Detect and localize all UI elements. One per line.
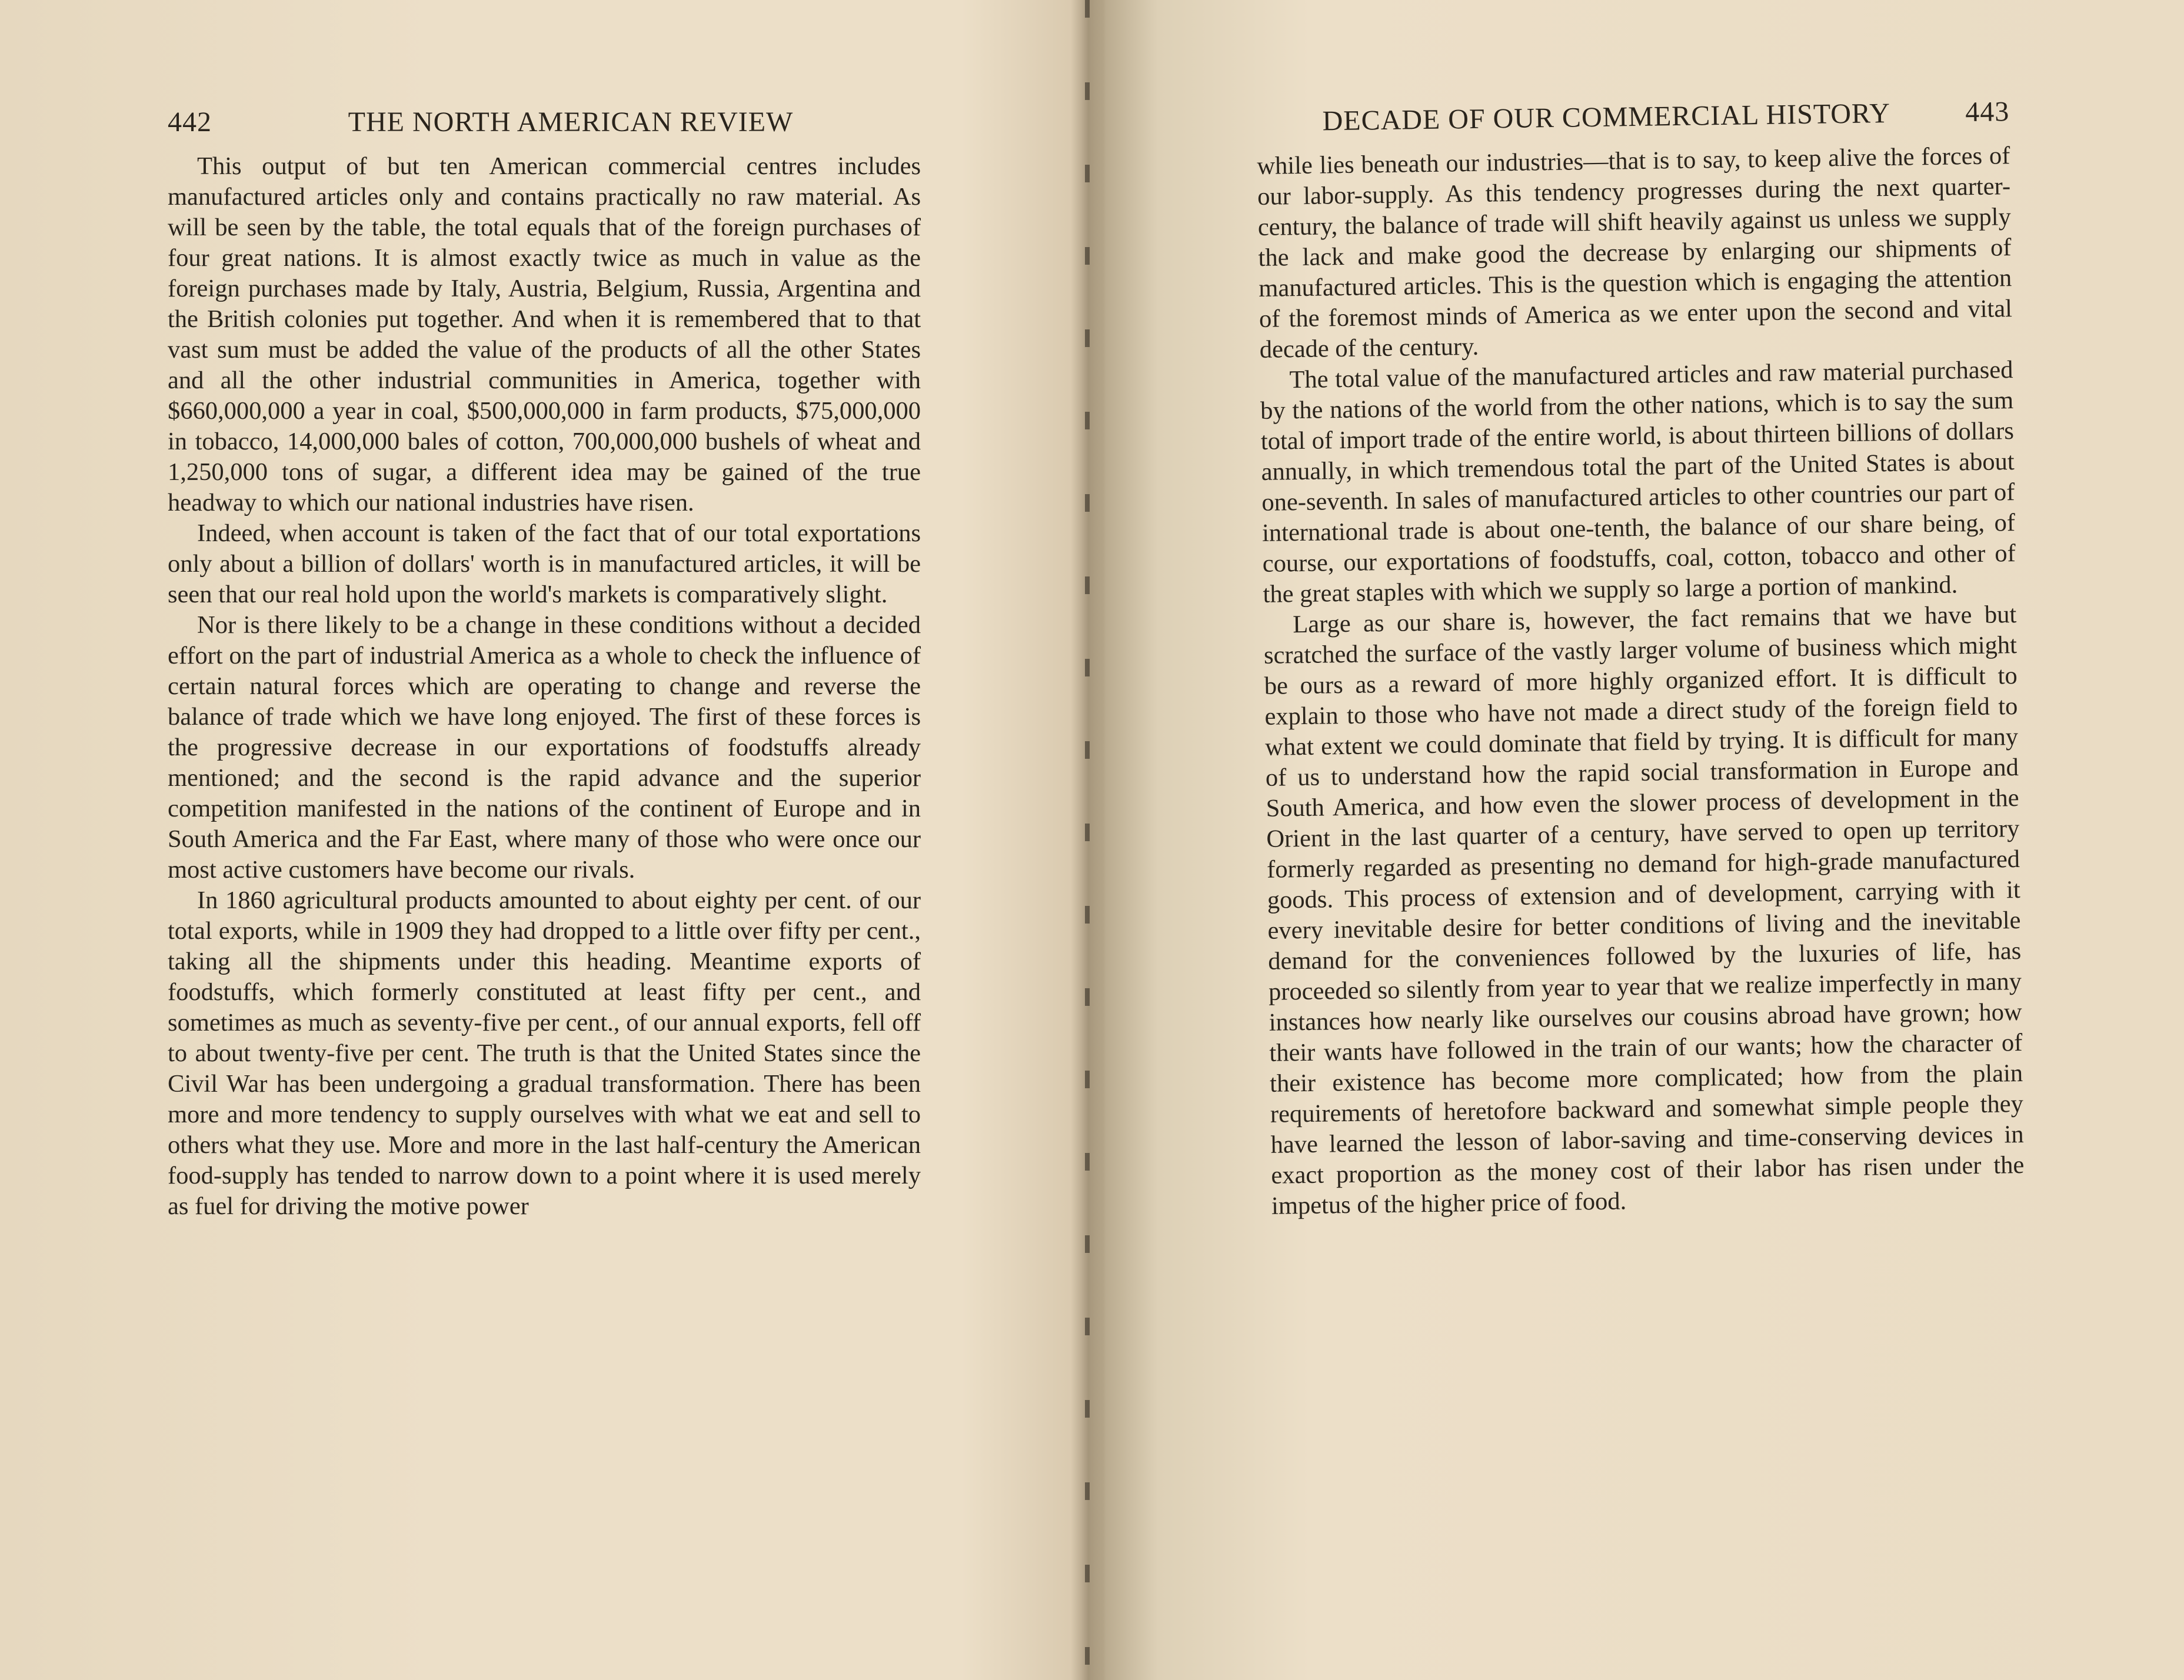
right-paragraph-1: while lies beneath our industries—that is to say, to keep alive the forces of our labor-supply. As this tendency progresses during the next quarter-century, the balance of trade will shift heavily against us unless we supply the lack and make good the decrease by enlarging our shipments of manufactured articles. This is the question which is engaging the attention of the foremost minds of America as we enter upon the second and vital decade of the century. bbox=[1257, 142, 2013, 364]
left-paragraph-1: This output of but ten American commercial centres includes manufactured articles only and contains practically no raw material. As will be seen by the table, the total equals that of the foreign purchases of four great nations. It is almost exactly twice as much in value as the foreign purchases made by Italy, Austria, Belgium, Russia, Argentina and the British colonies put together. And when it is remembered that to that vast sum must be added the value of the products of all the other States and all the other industrial communities in America, together with $660,000,000 a year in coal, $500,000,000 in farm products, $75,000,000 in tobacco, 14,000,000 bales of cotton, 700,000,000 bushels of wheat and 1,250,000 tons of sugar, a different idea may be gained of the true headway to which our national industries have risen. bbox=[168, 152, 921, 516]
left-page bbox=[168, 106, 921, 1222]
binding-stitches bbox=[1085, 0, 1090, 1680]
right-page bbox=[1256, 95, 2025, 1222]
left-paragraph-2: Indeed, when account is taken of the fact that of our total exportations only about a billion of dollars' worth is in manufactured articles, it will be seen that our real hold upon the world's markets is comparatively slight. bbox=[168, 519, 921, 608]
right-paragraph-3: Large as our share is, however, the fact remains that we have but scratched the surface of the vastly larger volume of business which might be ours as a reward of more highly organized effort. It is difficult to explain to those who have not made a direct study of the foreign field to what extent we could dominate that field by trying. It is difficult for many of us to understand how the rapid social transformation in Europe and South America, and how even the slower process of development in the Orient in the last quarter of a century, have served to open up territory formerly regarded as presenting no demand for high-grade manufactured goods. This process of extension and of development, carrying with it every inevitable desire for better conditions of living and the inevitable demand for the conveniences followed by the luxuries of life, has proceeded so silently from year to year that we realize imperfectly in many instances how nearly like ourselves our cousins abroad have grown; how their wants have followed in the train of our wants; how the character of their existence has become more complicated; how from the plain requirements of heretofore backward and somewhat simple people they have learned the lesson of labor-saving and time-conserving devices in exact proportion as the money cost of their labor has risen under the impetus of the higher price of food. bbox=[1263, 601, 2025, 1220]
left-running-title: THE NORTH AMERICAN REVIEW bbox=[348, 106, 794, 138]
left-paragraph-3: Nor is there likely to be a change in these conditions without a decided effort on the part of industrial America as a whole to check the influence of certain natural forces which are operating to change and reverse the balance of trade which we have long enjoyed. The first of these forces is the progressive decrease in our exportations of foodstuffs already mentioned; and the second is the rapid advance and the superior competition manifested in the nations of the continent of Europe and in South America and the Far East, where many of those who were once our most active customers have become our rivals. bbox=[168, 611, 921, 884]
left-page-number: 442 bbox=[168, 106, 212, 138]
right-running-head bbox=[1256, 95, 2010, 138]
left-running-head bbox=[168, 106, 921, 138]
right-page-number: 443 bbox=[1965, 96, 2010, 128]
right-paragraph-2: The total value of the manufactured articles and raw material purchased by the nations of the world from the other nations, which is to say the sum total of import trade of the entire world, is about thirteen billions of dollars annually, in which tremendous total the part of the United States is about one-seventh. In sales of manufactured articles to other countries our part of international trade is about one-tenth, the balance of our share being, of course, our exportations of foodstuffs, coal, cotton, tobacco and other of the great staples with which we supply so large a portion of mankind. bbox=[1260, 356, 2016, 608]
left-paragraph-4: In 1860 agricultural products amounted to about eighty per cent. of our total exports, while in 1909 they had dropped to a little over fifty per cent., taking all the shipments under this heading. Meantime exports of foodstuffs, which formerly constituted at least fifty per cent., and sometimes as much as seventy-five per cent., of our annual exports, fell off to about twenty-five per cent. The truth is that the United States since the Civil War has been undergoing a gradual transformation. There has been more and more tendency to supply ourselves with what we eat and sell to others what they use. More and more in the last half-century the American food-supply has tended to narrow down to a point where it is used merely as fuel for driving the motive power bbox=[168, 886, 921, 1220]
right-running-title: DECADE OF OUR COMMERCIAL HISTORY bbox=[1322, 97, 1891, 137]
